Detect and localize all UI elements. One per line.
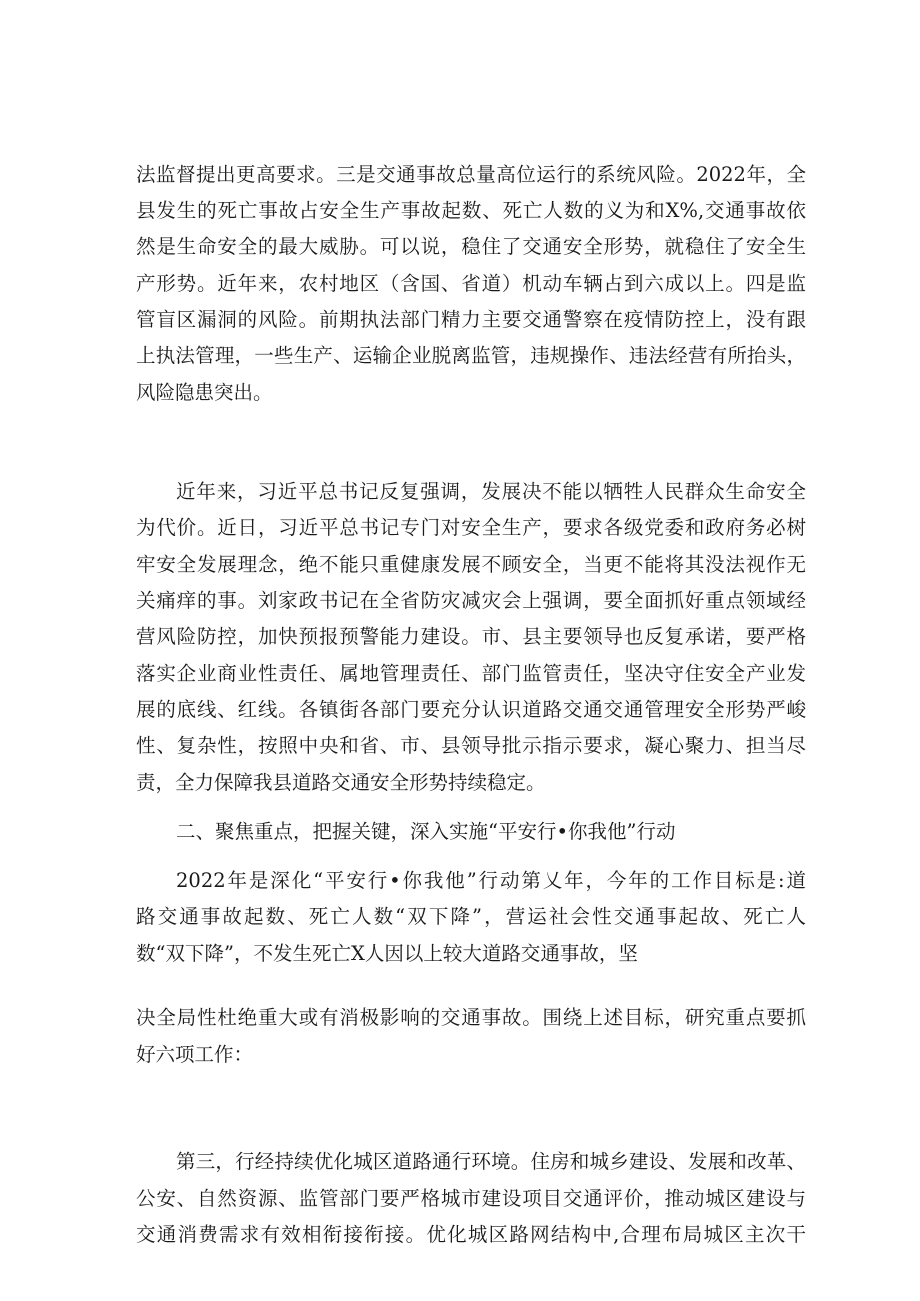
text-line: 性、复杂性，按照中央和省、市、县领导批示指示要求，凝心聚力、担当尽 xyxy=(136,734,806,757)
text-line: 展的底线、红线。各镇街各部门要充分认识道路交通交通管理安全形势严峻 xyxy=(136,698,806,721)
text-line: 牢安全发展理念，绝不能只重健康发展不顾安全，当更不能将其没法视作无 xyxy=(136,553,806,576)
text-line: 路交通事故起数、死亡人数“双下降”，营运社会性交通事起故、死亡人 xyxy=(136,905,806,928)
text-line: 产形势。近年来，农村地区（含国、省道）机动车辆占到六成以上。四是监 xyxy=(136,272,806,295)
text-line: 县发生的死亡事故占安全生产事故起数、死亡人数的义为和X%,交通事故依 xyxy=(136,199,806,222)
text-line: 然是生命安全的最大威胁。可以说，稳住了交通安全形势，就稳住了安全生 xyxy=(136,235,806,258)
text-line: 管盲区漏洞的风险。前期执法部门精力主要交通警察在疫情防控上，没有跟 xyxy=(136,308,806,331)
text-line: 近年来，习近平总书记反复强调，发展决不能以牺牲人民群众生命安全 xyxy=(176,480,806,503)
text-line: 责，全力保障我县道路交通安全形势持续稳定。 xyxy=(136,771,546,794)
text-line: 数“双下降”，不发生死亡X人因以上较大道路交通事故，坚 xyxy=(136,942,638,965)
text-line: 好六项工作： xyxy=(136,1043,254,1066)
text-line: 为代价。近日，习近平总书记专门对安全生产，要求各级党委和政府务必树 xyxy=(136,516,806,539)
section-heading: 二、聚焦重点，把握关键，深入实施“平安行•你我他”行动 xyxy=(176,820,676,843)
text-line: 法监督提出更高要求。三是交通事故总量高位运行的系统风险。2022年，全 xyxy=(136,163,806,186)
text-line: 上执法管理，一些生产、运输企业脱离监管，违规操作、违法经营有所抬头， xyxy=(136,344,806,367)
text-line: 落实企业商业性责任、属地管理责任、部门监管责任，坚决守住安全产业发 xyxy=(136,662,806,685)
text-line: 2022年是深化“平安行•你我他”行动第乂年，今年的工作目标是:道 xyxy=(176,869,806,892)
text-line: 交通消费需求有效相衔接衔接。优化城区路网结构中,合理布局城区主次干 xyxy=(136,1223,806,1246)
text-line: 决全局性杜绝重大或有消极影响的交通事故。围绕上述目标，研究重点要抓 xyxy=(136,1006,806,1029)
text-line: 第三，行经持续优化城区道路通行环境。住房和城乡建设、发展和改革、 xyxy=(176,1150,806,1173)
text-line: 营风险防控，加快预报预警能力建设。市、县主要领导也反复承诺，要严格 xyxy=(136,625,806,648)
text-line: 关痛痒的事。刘家政书记在全省防灾减灾会上强调，要全面抓好重点领域经 xyxy=(136,589,806,612)
text-line: 公安、自然资源、监管部门要严格城市建设项目交通评价，推动城区建设与 xyxy=(136,1187,806,1210)
text-line: 风险隐患突出。 xyxy=(136,381,273,404)
